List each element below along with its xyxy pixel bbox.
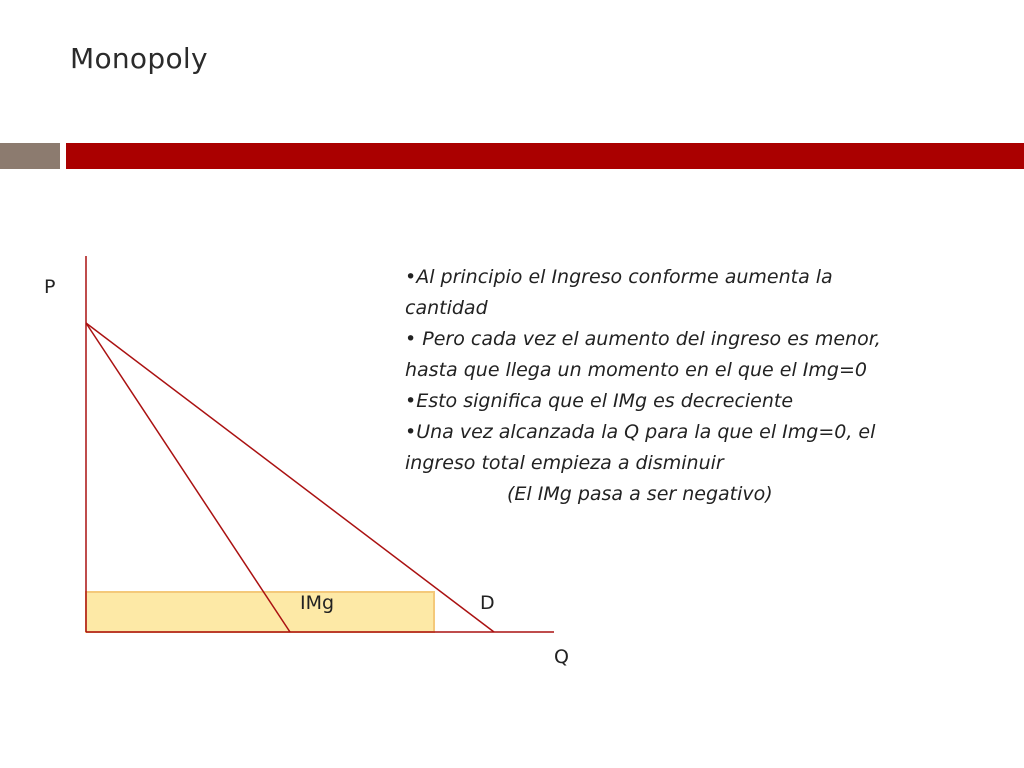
marginal-revenue-label: IMg (300, 592, 335, 614)
shaded-region (86, 592, 434, 632)
bullet-item: •Una vez alcanzada la Q para la que el Img=0, el ingreso total empieza a disminuir (405, 421, 876, 474)
marginal-revenue-curve (86, 323, 290, 632)
bullet-item: •Esto significa que el IMg es decreciente (405, 390, 794, 412)
demand-label: D (480, 592, 495, 614)
bullet-item: • Pero cada vez el aumento del ingreso es menor, hasta que llega un momento en el que el Img=0 (405, 328, 881, 381)
bullet-note: (El IMg pasa a ser negativo) (507, 483, 773, 505)
bullet-item: •Al principio el Ingreso conforme aumenta la cantidad (405, 266, 833, 319)
bullet-list (405, 262, 905, 510)
slide-title: Monopoly (70, 42, 208, 75)
x-axis-label: Q (554, 646, 569, 668)
y-axis-label: P (44, 276, 56, 298)
